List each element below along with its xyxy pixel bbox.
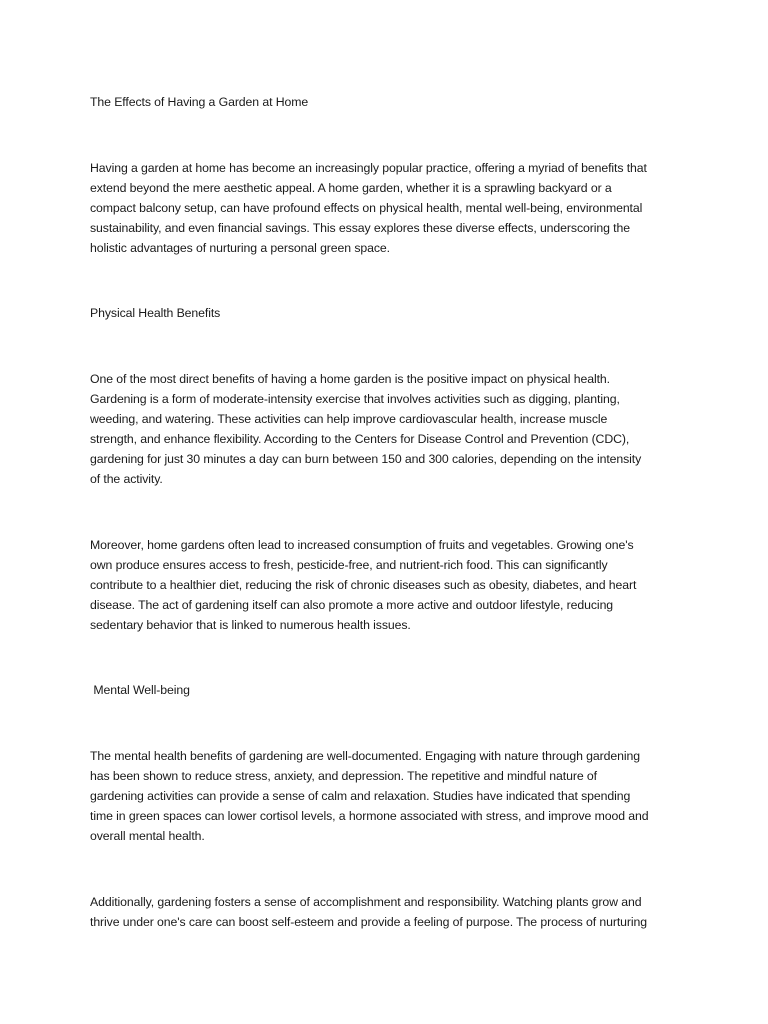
- paragraph-line: gardening activities can provide a sense of calm and relaxation. Studies have indicated that spending: [90, 789, 631, 803]
- paragraph-line: thrive under one's care can boost self-esteem and provide a feeling of purpose. The process of nurturing: [90, 915, 648, 929]
- paragraph-line: weeding, and watering. These activities can help improve cardiovascular health, increase muscle: [90, 412, 608, 426]
- section-heading-mental: Mental Well-being: [90, 683, 190, 697]
- paragraph-line: Having a garden at home has become an increasingly popular practice, offering a myriad of benefits that: [90, 161, 647, 175]
- section-heading-physical: Physical Health Benefits: [90, 306, 221, 320]
- paragraph-line: sedentary behavior that is linked to numerous health issues.: [90, 618, 411, 632]
- paragraph-line: Additionally, gardening fosters a sense of accomplishment and responsibility. Watching plants grow and: [90, 895, 642, 909]
- paragraph-line: has been shown to reduce stress, anxiety, and depression. The repetitive and mindful nature of: [90, 769, 597, 783]
- paragraph-line: of the activity.: [90, 472, 163, 486]
- paragraph-line: extend beyond the mere aesthetic appeal. A home garden, whether it is a sprawling backyard or a: [90, 181, 612, 195]
- paragraph-line: time in green spaces can lower cortisol levels, a hormone associated with stress, and improve mood and: [90, 809, 649, 823]
- paragraph-line: own produce ensures access to fresh, pesticide-free, and nutrient-rich food. This can significantly: [90, 558, 608, 572]
- document-title: The Effects of Having a Garden at Home: [90, 95, 309, 109]
- paragraph-line: holistic advantages of nurturing a personal green space.: [90, 241, 390, 255]
- paragraph-line: gardening for just 30 minutes a day can burn between 150 and 300 calories, depending on the intensity: [90, 452, 642, 466]
- paragraph-line: contribute to a healthier diet, reducing the risk of chronic diseases such as obesity, diabetes, and heart: [90, 578, 637, 592]
- paragraph-line: sustainability, and even financial savings. This essay explores these diverse effects, underscoring the: [90, 221, 630, 235]
- paragraph-line: strength, and enhance flexibility. According to the Centers for Disease Control and Prevention (CDC),: [90, 432, 630, 446]
- paragraph-line: Gardening is a form of moderate-intensity exercise that involves activities such as digging, planting,: [90, 392, 620, 406]
- paragraph-line: One of the most direct benefits of having a home garden is the positive impact on physical health.: [90, 372, 610, 386]
- paragraph-line: disease. The act of gardening itself can also promote a more active and outdoor lifestyle, reducing: [90, 598, 614, 612]
- paragraph-line: compact balcony setup, can have profound effects on physical health, mental well-being, environmental: [90, 201, 643, 215]
- paragraph-line: overall mental health.: [90, 829, 205, 843]
- paragraph-line: Moreover, home gardens often lead to increased consumption of fruits and vegetables. Growing one's: [90, 538, 634, 552]
- paragraph-line: The mental health benefits of gardening are well-documented. Engaging with nature through gardening: [90, 749, 640, 763]
